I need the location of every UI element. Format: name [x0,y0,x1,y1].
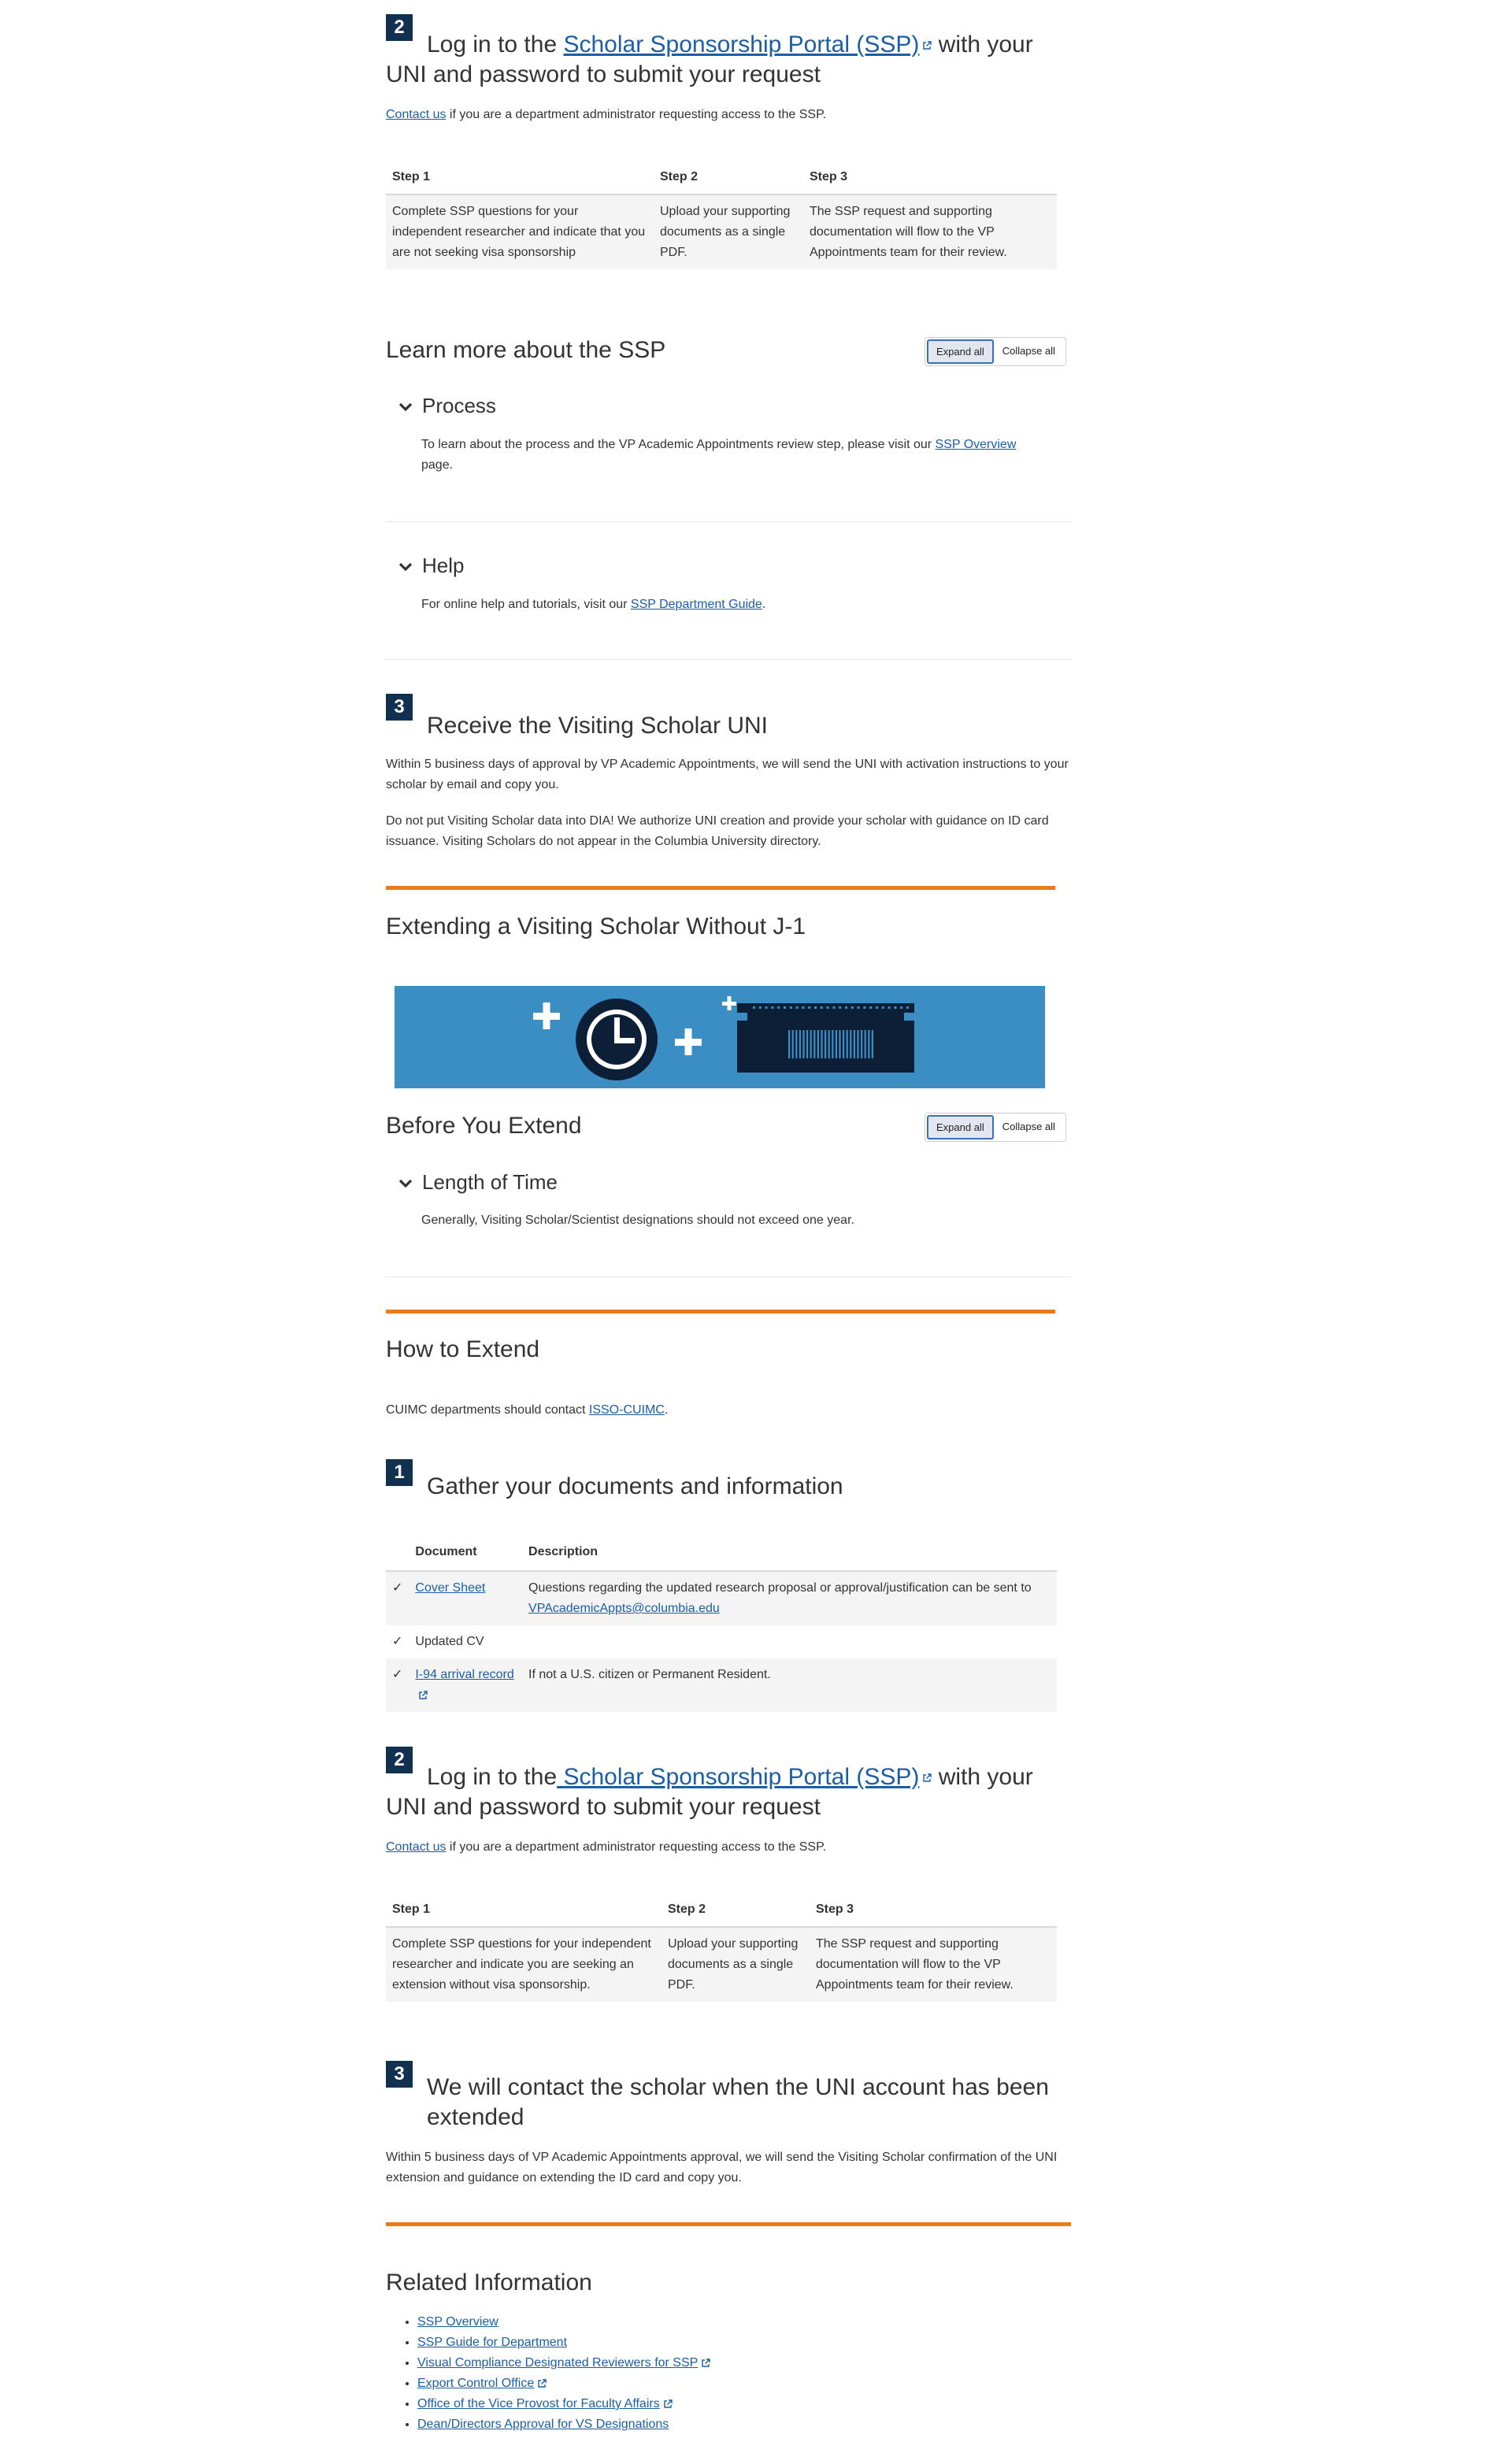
contact-us-link[interactable]: Contact us [386,108,447,121]
table-cell: Updated CV [415,1635,484,1648]
accordion-body-process: To learn about the process and the VP Academic Appointments review step, please visit our SSP Overview page. [421,438,1017,472]
step-number-badge: 2 [386,14,413,41]
accordion-toggle-help[interactable]: Help [398,554,464,578]
ssp-department-guide-link[interactable]: SSP Department Guide [630,598,762,611]
i94-record-link[interactable]: I-94 arrival record [415,1668,514,1681]
paragraph: Do not put Visiting Scholar data into DIA! We authorize UNI creation and provide your scholar with guidance on ID card issuance. Visiting Scholars do not appear in the Columbia University directory. [386,814,1049,848]
external-link-icon [922,41,932,50]
library-building-icon [737,1003,914,1073]
accordion-controls [925,337,1066,366]
step-heading: Receive the Visiting Scholar UNI [427,713,768,739]
section-heading: How to Extend [386,1336,540,1362]
section-rule [386,2222,1071,2226]
step-number-badge: 2 [386,1747,413,1773]
clock-icon [576,999,658,1080]
dean-approval-link[interactable]: Dean/Directors Approval for VS Designations [417,2418,669,2431]
table-row [386,1625,1057,1658]
paragraph: CUIMC departments should contact ISSO-CUIMC. [386,1403,669,1417]
cover-sheet-link[interactable]: Cover Sheet [415,1581,486,1595]
vp-email-link[interactable]: VPAcademicAppts@columbia.edu [528,1602,720,1615]
extend-banner-image [395,986,1045,1088]
related-links-list [386,2312,1102,2435]
vice-provost-link[interactable]: Office of the Vice Provost for Faculty Affairs [417,2397,660,2410]
export-control-link[interactable]: Export Control Office [417,2377,535,2390]
expand-all-button[interactable]: Expand all [927,1115,994,1139]
step-number-badge: 3 [386,694,413,721]
table-row: ✓ Cover Sheet Questions regarding the updated research proposal or approval/justification can be sent to VPAcademicAppts@columbia.edu [386,1571,1057,1625]
accordion-controls [925,1113,1066,1142]
list-item [417,2353,1102,2373]
external-link-icon [663,2399,673,2409]
accordion-toggle-length[interactable]: Length of Time [398,1170,558,1195]
list-item [417,2312,1102,2333]
step-heading: Log in to the Scholar Sponsorship Portal (SSP) with your UNI and password to submit your request [386,31,1033,87]
plus-icon [722,996,736,1010]
table-header: Step 2 [654,167,803,195]
table-cell: Upload your supporting documents as a single PDF. [654,195,803,269]
plus-icon [533,1002,560,1029]
ssp-portal-link[interactable]: Scholar Sponsorship Portal (SSP) [563,31,920,57]
contact-us-link[interactable]: Contact us [386,1840,447,1854]
external-link-icon [418,1691,428,1700]
chevron-down-icon [398,402,413,412]
external-link-icon [922,1773,932,1783]
table-header: Step 1 [386,167,654,195]
table-cell: The SSP request and supporting documentation will flow to the VP Appointments team for their review. [810,1927,1057,2002]
section-heading: Related Information [386,2270,592,2296]
table-header: Step 2 [662,1899,810,1927]
table-cell: Complete SSP questions for your independent researcher and indicate you are seeking an extension without visa sponsorship. [386,1927,662,2002]
section-heading: Learn more about the SSP [386,337,666,363]
table-cell: Upload your supporting documents as a single PDF. [662,1927,810,2002]
checkmark-icon: ✓ [386,1571,409,1625]
accordion-body-help: For online help and tutorials, visit our SSP Department Guide. [421,598,766,611]
section-heading: Before You Extend [386,1113,582,1139]
step-heading: Log in to the Scholar Sponsorship Portal (SSP) with your UNI and password to submit your request [386,1764,1033,1820]
table-header: Document [409,1542,522,1571]
step-heading: Gather your documents and information [427,1473,843,1499]
contact-paragraph: Contact us if you are a department administrator requesting access to the SSP. [386,1840,827,1854]
isso-cuimc-link[interactable]: ISSO-CUIMC [588,1403,665,1417]
ssp-guide-department-link[interactable]: SSP Guide for Department [417,2336,568,2349]
list-item [417,2373,1102,2394]
external-link-icon [537,2379,547,2388]
step-number-badge: 1 [386,1459,413,1486]
collapse-all-button[interactable]: Collapse all [994,339,1064,364]
table-header: Step 1 [386,1899,662,1927]
steps-table [386,1899,1057,2002]
step-heading: We will contact the scholar when the UNI account has been extended [427,2074,1049,2130]
expand-all-button[interactable]: Expand all [927,339,994,364]
ssp-overview-link[interactable]: SSP Overview [417,2315,498,2329]
divider [386,659,1071,660]
table-cell: If not a U.S. citizen or Permanent Resident. [522,1658,1057,1712]
table-row [386,1658,1057,1712]
paragraph: Within 5 business days of approval by VP Academic Appointments, we will send the UNI with activation instructions to your scholar by email and copy you. [386,758,1069,791]
documents-table [386,1542,1057,1712]
contact-paragraph: Contact us if you are a department administrator requesting access to the SSP. [386,108,827,121]
section-heading: Extending a Visiting Scholar Without J-1 [386,913,806,939]
chevron-down-icon [398,562,413,572]
table-header: Step 3 [810,1899,1057,1927]
plus-icon [675,1028,702,1055]
ssp-portal-link[interactable]: Scholar Sponsorship Portal (SSP) [557,1764,920,1790]
table-cell [522,1625,1057,1658]
section-rule [386,886,1055,890]
chevron-down-icon [398,1179,413,1188]
table-cell: The SSP request and supporting documentation will flow to the VP Appointments team for their review. [803,195,1057,269]
table-header: Step 3 [803,167,1057,195]
checkmark-icon: ✓ [386,1658,409,1712]
list-item [417,2414,1102,2435]
external-link-icon [701,2359,710,2368]
list-item [417,2394,1102,2414]
step-number-badge: 3 [386,2061,413,2088]
ssp-overview-link[interactable]: SSP Overview [935,438,1017,451]
checkmark-icon: ✓ [392,1635,403,1648]
list-item [417,2333,1102,2353]
steps-table [386,167,1057,269]
table-cell: Complete SSP questions for your independent researcher and indicate that you are not seeking visa sponsorship [386,195,654,269]
accordion-body-length: Generally, Visiting Scholar/Scientist designations should not exceed one year. [421,1214,854,1227]
divider [386,521,1071,522]
section-rule [386,1310,1055,1314]
collapse-all-button[interactable]: Collapse all [994,1115,1064,1139]
table-header: Description [522,1542,1057,1571]
accordion-toggle-process[interactable]: Process [398,394,496,418]
paragraph: Within 5 business days of VP Academic Appointments approval, we will send the Visiting Scholar confirmation of the UNI extension and guidance on extending the ID card and copy you. [386,2151,1058,2184]
visual-compliance-link[interactable]: Visual Compliance Designated Reviewers for SSP [417,2356,699,2370]
